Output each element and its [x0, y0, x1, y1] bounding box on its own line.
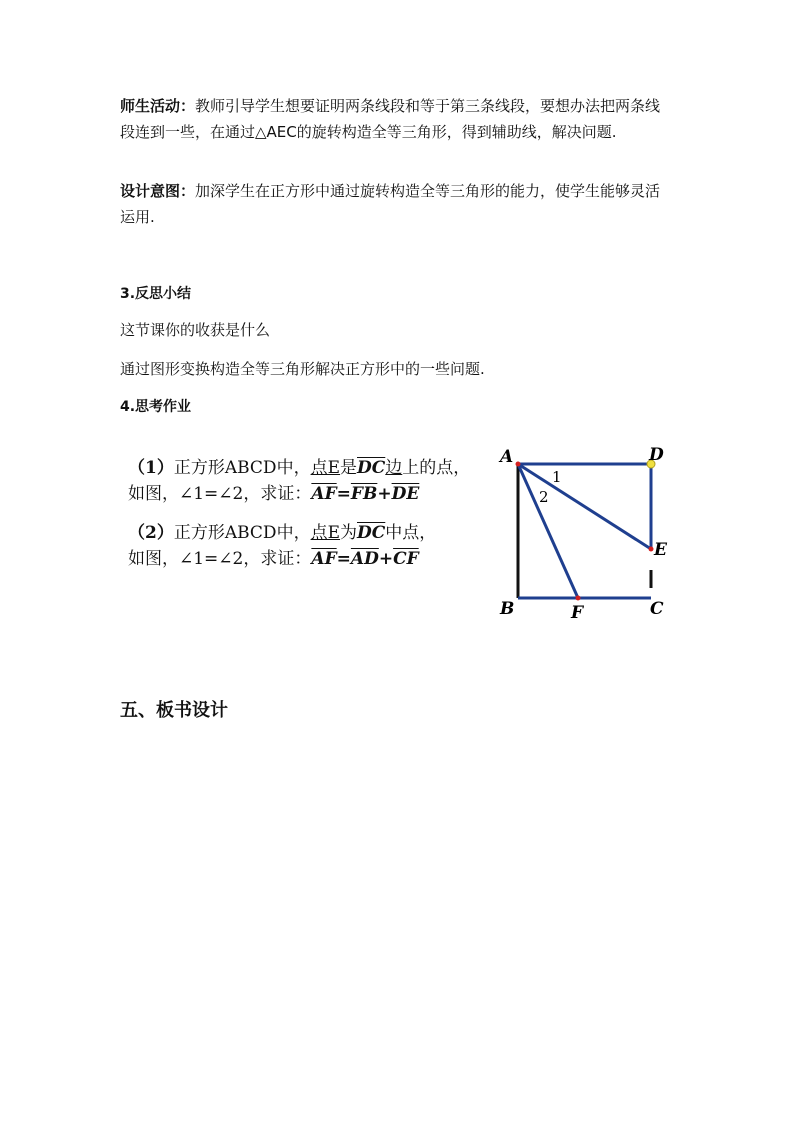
- activity-label: 师生活动：: [120, 97, 196, 115]
- problem-2: [128, 520, 436, 572]
- label-angle-1: 1: [552, 468, 562, 486]
- problem-1-line-2: 如图，∠1=∠2，求证：$\overline{AF}=\overline{FB}+\overline{DE}$: [128, 484, 420, 504]
- reflection-answer: 通过图形变换构造全等三角形解决正方形中的一些问题.: [120, 360, 485, 378]
- activity-paragraph: [120, 93, 675, 145]
- homework-heading: 4.思考作业: [120, 399, 192, 415]
- label-a: A: [500, 447, 514, 467]
- problem-1: [128, 455, 470, 507]
- reflection-heading: 3.反思小结: [120, 286, 192, 302]
- label-angle-2: 2: [539, 488, 549, 506]
- point-f: [576, 596, 581, 601]
- square-figure: [490, 440, 690, 630]
- reflection-question: 这节课你的收获是什么: [120, 321, 271, 339]
- activity-text: 教师引导学生想要证明两条线段和等于第三条线段，要想办法把两条线段连到一些，在通过△AEC的旋转构造全等三角形，得到辅助线，解决问题.: [120, 97, 661, 141]
- point-a: [516, 462, 521, 467]
- point-e: [649, 547, 654, 552]
- label-f: F: [571, 603, 584, 623]
- label-c: C: [650, 599, 664, 619]
- label-b: B: [500, 599, 515, 619]
- problem-2-line-1: （2）正方形ABCD中，点E为$\overline{DC}$中点，: [128, 523, 437, 543]
- design-paragraph: [120, 178, 675, 230]
- problem-2-line-2: 如图，∠1=∠2，求证：$\overline{AF}=\overline{AD}+\overline{CF}$: [128, 549, 419, 569]
- problem-1-line-1: （1）正方形ABCD中，点E是$\overline{DC}$边上的点，: [128, 458, 471, 478]
- label-e: E: [654, 540, 667, 560]
- section-five-heading: 五、板书设计: [120, 700, 228, 721]
- label-d: D: [649, 445, 664, 465]
- design-label: 设计意图：: [120, 182, 196, 200]
- design-text: 加深学生在正方形中通过旋转构造全等三角形的能力，使学生能够灵活运用.: [120, 182, 661, 226]
